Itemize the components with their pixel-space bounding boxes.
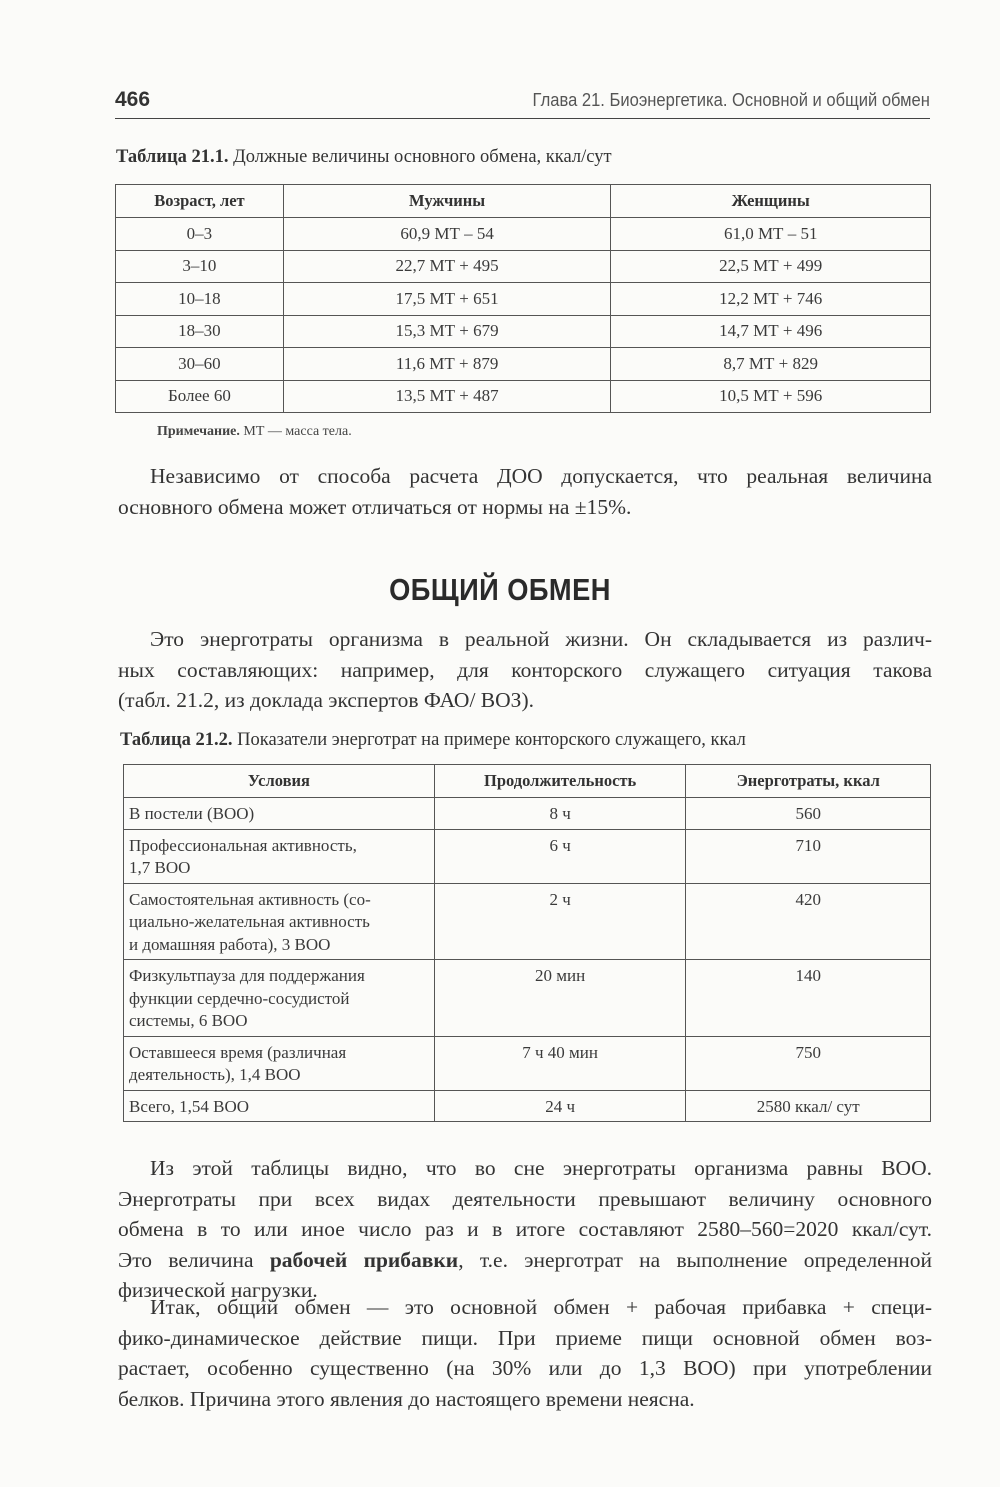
condition-line: Всего, 1,54 ВОО bbox=[129, 1096, 250, 1116]
condition-line: В постели (ВОО) bbox=[129, 804, 255, 823]
cell-age: 18–30 bbox=[116, 315, 284, 348]
table1-caption-text: Должные величины основного обмена, ккал/сут bbox=[228, 147, 612, 167]
table-header-row bbox=[124, 765, 931, 798]
condition-line: функции сердечно-сосудистой bbox=[129, 988, 350, 1008]
table-row bbox=[124, 960, 931, 1037]
table1-note bbox=[157, 424, 352, 440]
cell-condition bbox=[124, 798, 435, 830]
cell-men: 15,3 МТ + 679 bbox=[283, 315, 611, 348]
table-row bbox=[124, 829, 931, 883]
cell-duration: 7 ч 40 мин bbox=[434, 1036, 686, 1090]
paragraph-line: Энерготраты при всех видах деятельности превышают величину основного bbox=[118, 1186, 932, 1211]
cell-men: 17,5 МТ + 651 bbox=[283, 283, 611, 316]
cell-energy: 750 bbox=[686, 1036, 931, 1090]
paragraph-line bbox=[118, 1245, 932, 1276]
paragraph-line: Независимо от способа расчета ДОО допускается, что реальная величина bbox=[150, 464, 932, 488]
cell-men: 11,6 МТ + 879 bbox=[283, 348, 611, 381]
cell-energy: 560 bbox=[686, 798, 931, 830]
paragraph-line: фико-динамическое действие пищи. При приеме пищи основной обмен воз- bbox=[118, 1325, 932, 1350]
paragraph-line: Итак, общий обмен — это основной обмен + рабочая прибавка + специ- bbox=[150, 1295, 932, 1319]
cell-condition bbox=[124, 1036, 435, 1090]
table-row bbox=[124, 883, 931, 960]
table-row bbox=[116, 218, 931, 251]
cell-men: 60,9 МТ – 54 bbox=[283, 218, 611, 251]
cell-women: 22,5 МТ + 499 bbox=[611, 250, 931, 283]
cell-condition bbox=[124, 883, 435, 960]
cell-age: 30–60 bbox=[116, 348, 284, 381]
paragraph-line: физической нагрузки. bbox=[118, 1278, 318, 1302]
paragraph-general-metabolism bbox=[118, 624, 932, 716]
table-header-row bbox=[116, 185, 931, 218]
table2-caption-label: Таблица 21.2. bbox=[120, 730, 233, 750]
table-row bbox=[124, 798, 931, 830]
cell-age: Более 60 bbox=[116, 380, 284, 413]
condition-line: Оставшееся время (различная bbox=[129, 1042, 347, 1062]
page-number: 466 bbox=[115, 88, 151, 111]
cell-age: 3–10 bbox=[116, 250, 284, 283]
column-header-duration: Продолжительность bbox=[434, 765, 686, 798]
condition-line: деятельность), 1,4 ВОО bbox=[129, 1065, 301, 1084]
column-header-age: Возраст, лет bbox=[116, 185, 284, 218]
cell-women: 10,5 МТ + 596 bbox=[611, 380, 931, 413]
paragraph-line: (табл. 21.2, из доклада экспертов ФАО/ ВОЗ). bbox=[118, 688, 534, 712]
cell-energy: 2580 ккал/ сут bbox=[686, 1090, 931, 1122]
condition-line: Физкультпауза для поддержания bbox=[129, 966, 365, 985]
table-energy-expenditure bbox=[123, 764, 931, 1122]
cell-age: 10–18 bbox=[116, 283, 284, 316]
paragraph-working-increment bbox=[118, 1153, 932, 1306]
column-header-conditions: Условия bbox=[124, 765, 435, 798]
table2-caption-text: Показатели энерготрат на примере конторского служащего, ккал bbox=[232, 730, 746, 750]
table1-caption-label: Таблица 21.1. bbox=[116, 147, 229, 167]
table-row bbox=[116, 250, 931, 283]
paragraph-line: Из этой таблицы видно, что во сне энерготраты организма равны ВОО. bbox=[150, 1156, 932, 1180]
cell-condition bbox=[124, 1090, 435, 1122]
table-basal-metabolism bbox=[115, 184, 931, 413]
text-fragment: , т.е. энерготрат на выполнение определенной bbox=[458, 1247, 932, 1272]
condition-line: Самостоятельная активность (со- bbox=[129, 889, 371, 909]
note-text: МТ — масса тела. bbox=[239, 424, 352, 439]
cell-duration: 2 ч bbox=[434, 883, 686, 960]
condition-line: Профессиональная активность, bbox=[129, 835, 357, 855]
paragraph-line: Это энерготраты организма в реальной жизни. Он складывается из различ- bbox=[150, 627, 932, 651]
cell-energy: 710 bbox=[686, 829, 931, 883]
cell-men: 13,5 МТ + 487 bbox=[283, 380, 611, 413]
text-fragment: Это величина bbox=[118, 1247, 270, 1272]
running-head bbox=[115, 88, 930, 119]
term-bold: рабочей прибавки bbox=[269, 1247, 459, 1272]
condition-line: системы, 6 ВОО bbox=[129, 1011, 248, 1030]
table-row bbox=[116, 380, 931, 413]
section-heading: ОБЩИЙ ОБМЕН bbox=[389, 572, 611, 607]
column-header-women: Женщины bbox=[611, 185, 931, 218]
table-row bbox=[116, 348, 931, 381]
table-row-total bbox=[124, 1090, 931, 1122]
condition-line: 1,7 ВОО bbox=[129, 858, 191, 877]
cell-condition bbox=[124, 960, 435, 1037]
cell-women: 14,7 МТ + 496 bbox=[611, 315, 931, 348]
cell-women: 12,2 МТ + 746 bbox=[611, 283, 931, 316]
paragraph-line: растает, особенно существенно (на 30% или до 1,3 ВОО) при употреблении bbox=[118, 1356, 932, 1380]
note-label: Примечание. bbox=[157, 424, 240, 439]
paragraph-tolerance bbox=[118, 461, 932, 522]
paragraph-line: основного обмена может отличаться от нормы на ±15%. bbox=[118, 494, 632, 519]
table-row bbox=[116, 315, 931, 348]
cell-condition bbox=[124, 829, 435, 883]
cell-women: 8,7 МТ + 829 bbox=[611, 348, 931, 381]
table1-caption bbox=[116, 147, 612, 168]
condition-line: и домашняя работа), 3 ВОО bbox=[129, 934, 331, 954]
paragraph-line: белков. Причина этого явления до настоящего времени неясна. bbox=[118, 1386, 695, 1411]
cell-duration: 20 мин bbox=[434, 960, 686, 1037]
chapter-title: Глава 21. Биоэнергетика. Основной и общий обмен bbox=[532, 90, 930, 110]
cell-duration: 8 ч bbox=[434, 798, 686, 830]
paragraph-line: обмена в то или иное число раз и в итоге составляют 2580–560=2020 ккал/сут. bbox=[118, 1217, 932, 1241]
cell-women: 61,0 МТ – 51 bbox=[611, 218, 931, 251]
cell-duration: 24 ч bbox=[434, 1090, 686, 1122]
cell-energy: 140 bbox=[686, 960, 931, 1037]
cell-energy: 420 bbox=[686, 883, 931, 960]
column-header-energy: Энерготраты, ккал bbox=[686, 765, 931, 798]
table2-caption bbox=[120, 730, 746, 751]
cell-duration: 6 ч bbox=[434, 829, 686, 883]
column-header-men: Мужчины bbox=[283, 185, 611, 218]
condition-line: циально-желательная активность bbox=[129, 912, 370, 931]
cell-men: 22,7 МТ + 495 bbox=[283, 250, 611, 283]
paragraph-line: ных составляющих: например, для конторского служащего ситуация такова bbox=[118, 657, 932, 682]
table-row bbox=[116, 283, 931, 316]
paragraph-total-metabolism bbox=[118, 1292, 932, 1414]
cell-age: 0–3 bbox=[116, 218, 284, 251]
table-row bbox=[124, 1036, 931, 1090]
